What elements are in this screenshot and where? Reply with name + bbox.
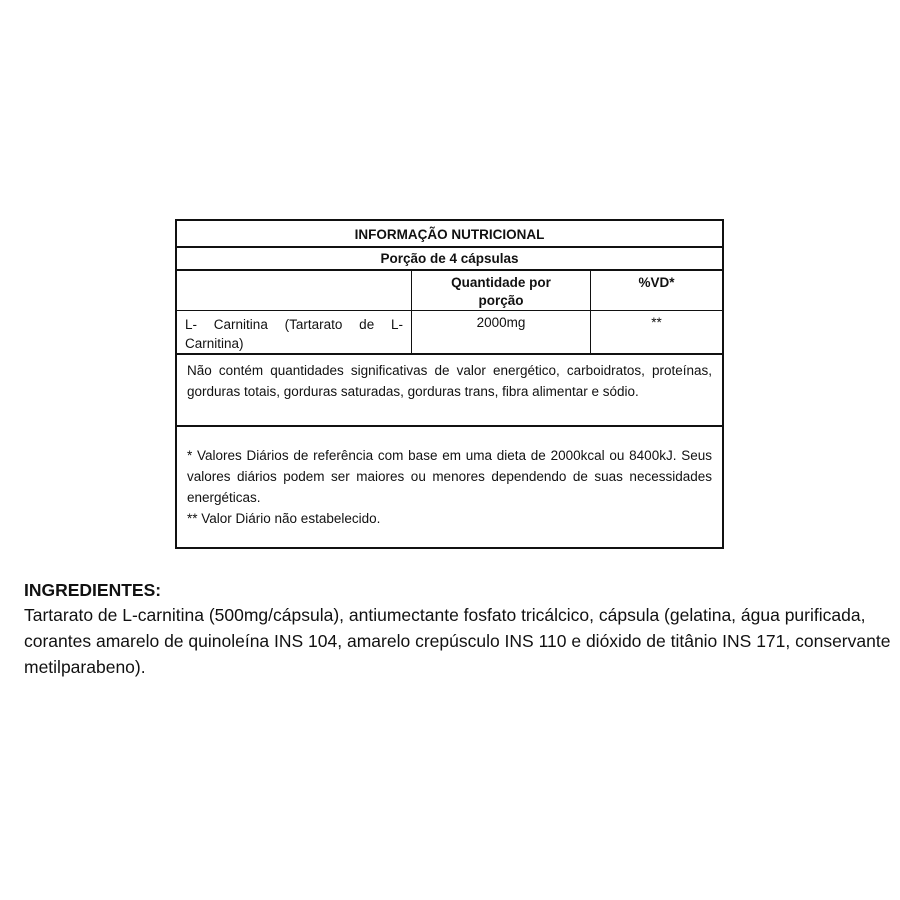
nutrient-name-line2: Carnitina) <box>185 336 244 351</box>
footnote-not-established: ** Valor Diário não estabelecido. <box>187 511 381 526</box>
table-header-row <box>177 271 722 311</box>
nutrition-facts-table <box>175 219 724 549</box>
ingredients-heading: INGREDIENTES: <box>24 580 162 600</box>
insignificant-amounts-note: Não contém quantidades significativas de valor energético, carboidratos, proteínas, gorduras totais, gorduras saturadas, gorduras trans, fibra alimentar e sódio. <box>177 355 722 427</box>
header-quantity-cell <box>411 271 590 310</box>
header-quantity-label-line1: Quantidade por <box>451 275 551 290</box>
ingredients-section <box>24 578 894 680</box>
footnote-daily-values: * Valores Diários de referência com base em uma dieta de 2000kcal ou 8400kJ. Seus valores diários podem ser maiores ou menores dependendo de suas necessidades energéticas. <box>187 448 712 505</box>
serving-size: Porção de 4 cápsulas <box>177 248 722 271</box>
nutrition-table-title: INFORMAÇÃO NUTRICIONAL <box>177 221 722 248</box>
nutrient-name <box>177 311 411 353</box>
table-row <box>177 311 722 355</box>
nutrient-name-line1: L- Carnitina (Tartarato de L- <box>185 317 403 332</box>
header-quantity-label-line2: porção <box>478 293 524 308</box>
ingredients-list: Tartarato de L-carnitina (500mg/cápsula), antiumectante fosfato tricálcico, cápsula (gelatina, água purificada, corantes amarelo de quinoleína INS 104, amarelo crepúsculo INS 110 e dióxido de titânio INS 171, conservante metilparabeno). <box>24 605 891 677</box>
header-nutrient-cell <box>177 271 411 310</box>
footnotes <box>177 427 722 547</box>
header-daily-value-cell: %VD* <box>590 271 722 310</box>
nutrient-daily-value: ** <box>590 311 722 353</box>
nutrient-quantity: 2000mg <box>411 311 590 353</box>
